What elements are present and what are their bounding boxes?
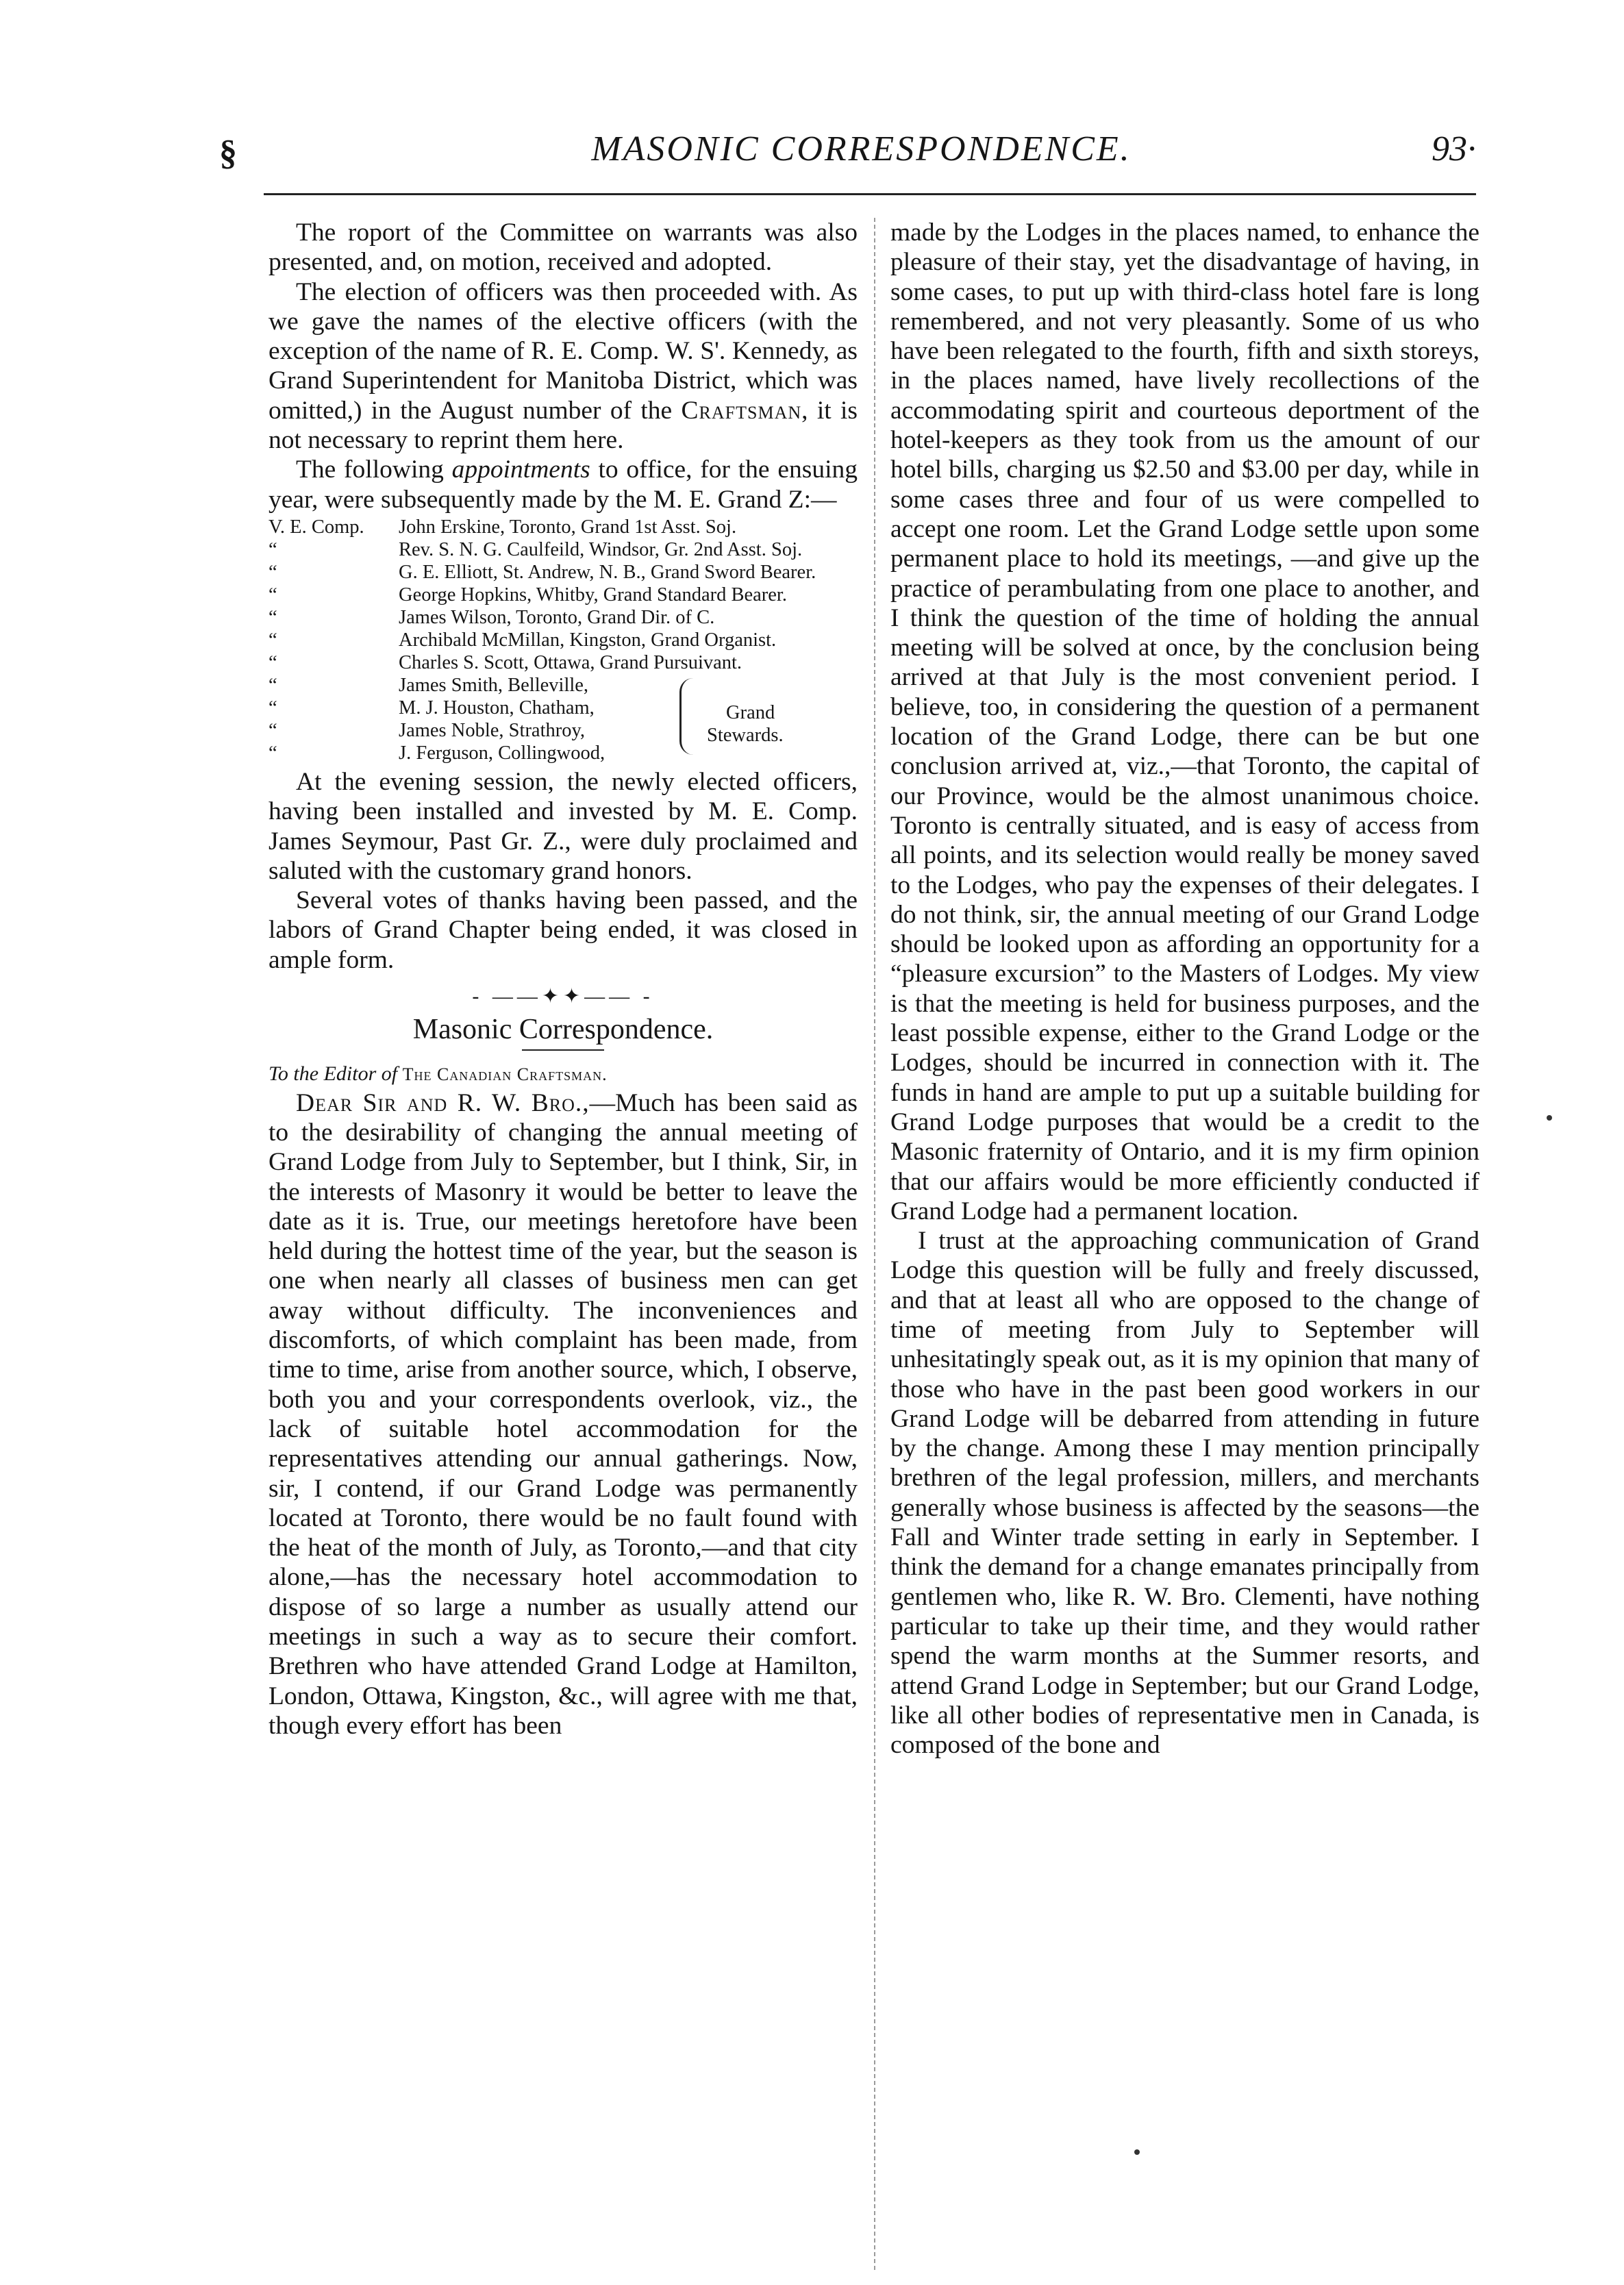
letter-paragraph: Dear Sir and R. W. Bro.,—Much has been said as to the desirability of changing the annual meeting of Grand Lodge from July to September, but I think, Sir, in the interests of Masonry it would be better to leave the date as it is. True, our meetings heretofore have been held during the hottest time of the year, but the season is one when nearly all classes of business men can get away without difficulty. The inconveniences and discomforts, of which complaint has been made, from time to time, arise from another source, which, I observe, both you and your correspondents overlook, viz., the lack of suitable hotel accommodation for the representatives attending our annual gatherings. Now, sir, I contend, if our Grand Lodge was permanently located at Toronto, there would be no fault found with the heat of the month of July, as Toronto,—and that city alone,—has the necessary hotel accommodation to dispose of so large a number as usually attend our meetings in such a way as to secure their comfort. Brethren who have attended Grand Lodge at Hamilton, London, Ottawa, Kingston, &c., will agree with me that, though every effort has been — [268, 1088, 858, 1740]
letter-address: To the Editor of The Canadian Craftsman. — [268, 1062, 608, 1085]
section-ornament: - ——✦✦—— - — [472, 985, 654, 1008]
right-column — [890, 218, 1479, 1760]
appointment-entry: “ Archibald McMillan, Kingston, Grand Organist. — [268, 629, 777, 651]
steward-entry: “ James Noble, Strathroy, — [268, 719, 586, 741]
appointment-entry: “ Rev. S. N. G. Caulfeild, Windsor, Gr. 2nd Asst. Soj. — [268, 538, 803, 560]
appointment-entry: V. E. Comp. John Erskine, Toronto, Grand 1st Asst. Soj. — [268, 516, 737, 538]
column-divider — [874, 218, 875, 2270]
bottom-speck — [1134, 2149, 1140, 2155]
running-header — [219, 129, 1476, 177]
appointments-paragraph: The following appointments to office, for the ensuing year, were subsequently made by the M. E. Grand Z:— — [268, 455, 858, 514]
steward-entry: “ J. Ferguson, Collingwood, — [268, 742, 605, 764]
appointment-entry: “ G. E. Elliott, St. Andrew, N. B., Grand Sword Bearer. — [268, 561, 816, 583]
running-title: MASONIC CORRESPONDENCE. — [591, 129, 1132, 168]
steward-entry: “ James Smith, Belleville, — [268, 674, 589, 696]
evening-session-paragraph: At the evening session, the newly elected officers, having been installed and invested by M. E. Comp. James Seymour, Past Gr. Z., were duly proclaimed and saluted with the customary grand honors. — [268, 767, 858, 885]
margin-speck — [1547, 1115, 1552, 1121]
page-number: 93· — [1432, 129, 1476, 168]
election-paragraph: The election of officers was then proceeded with. As we gave the names of the elective officers (with the exception of the name of R. E. Comp. W. S'. Kennedy, as Grand Superintendent for Manitoba District, which was omitted,) in the August number of the Craftsman, it is not necessary to reprint them here. — [268, 277, 858, 455]
committee-paragraph: The roport of the Committee on warrants was also presented, and, on motion, received and adopted. — [268, 218, 858, 277]
section-rule — [522, 1049, 604, 1051]
letter-closing-paragraph: I trust at the approaching communication of Grand Lodge this question will be fully and freely discussed, and that at least all who are opposed to the change of time of meeting from July to September will unhesitatingly speak out, as it is my opinion that many of those who have in the past been good workers in our Grand Lodge will be debarred from attending in future by the change. Among these I may mention principally brethren of the legal profession, millers, and merchants generally whose business is affected by the seasons—the Fall and Winter trade setting in early in September. I think the demand for a change emanates principally from gentlemen who, like R. W. Bro. Clementi, have nothing particular to take up their time, and they would rather spend the warm months at the Summer resorts, and attend Grand Lodge in September; but our Grand Lodge, like all other bodies of representative men in Canada, is composed of the bone and — [890, 1227, 1479, 1760]
stewards-brace — [679, 678, 701, 755]
section-title: Masonic Correspondence. — [412, 1014, 714, 1046]
left-column — [268, 218, 858, 1740]
appointments-list — [268, 516, 858, 764]
steward-entry: “ M. J. Houston, Chatham, — [268, 697, 595, 719]
margin-mark: § — [219, 134, 237, 173]
header-rule — [264, 193, 1476, 195]
appointment-entry: “ James Wilson, Toronto, Grand Dir. of C. — [268, 606, 715, 628]
stewards-names — [268, 674, 707, 764]
stewards-label: Grand Stewards. — [707, 701, 784, 746]
letter-salutation: Dear Sir and R. W. Bro., — [296, 1088, 590, 1117]
stewards-group — [268, 674, 858, 764]
letter-continuation-paragraph: made by the Lodges in the places named, to enhance the pleasure of their stay, yet the disadvantage of having, in some cases, to put up with third-class hotel fare is long remembered, and not very pleasantly. Some of us who have been relegated to the fourth, fifth and sixth storeys, in the places named, have lively recollections of the accommodating spirit and courteous deportment of the hotel-keepers as they took from us the amount of our hotel bills, charging us $2.50 and $3.00 per day, while in some cases three and four of us were compelled to accept one room. Let the Grand Lodge settle upon some permanent place to hold its meetings, —and give up the practice of perambulating from one place to another, and I think the question of the time of holding the annual meeting will be solved at once, by the conclusion being arrived at that July is the most convenient period. I believe, too, in considering the question of a permanent location of the Grand Lodge, there can be but one conclusion arrived at, viz.,—that Toronto, the capital of our Province, would be the almost unanimous choice. Toronto is centrally situated, and is easy of access from all points, and its selection would really be money saved to the Lodges, who pay the expenses of their delegates. I do not think, sir, the annual meeting of our Grand Lodge should be looked upon as affording an opportunity for a “pleasure excursion” to the Masters of Lodges. My view is that the meeting is held for business purposes, and the least possible expense, either to the Grand Lodge or the Lodges, should be incurred in connection with it. The funds in hand are ample to put up a suitable building for Grand Lodge purposes that would be a credit to the Masonic fraternity of Ontario, and it is my firm opinion that our affairs would be more efficiently conducted if Grand Lodge had a permanent location. — [890, 218, 1479, 1225]
appointment-entry: “ George Hopkins, Whitby, Grand Standard Bearer. — [268, 584, 787, 605]
craftsman-name: Craftsman — [681, 396, 802, 425]
appointment-entry: “ Charles S. Scott, Ottawa, Grand Pursuivant. — [268, 651, 742, 673]
closing-paragraph: Several votes of thanks having been passed, and the labors of Grand Chapter being ended, it was closed in ample form. — [268, 886, 858, 974]
appointments-italic: appointments — [451, 455, 590, 484]
